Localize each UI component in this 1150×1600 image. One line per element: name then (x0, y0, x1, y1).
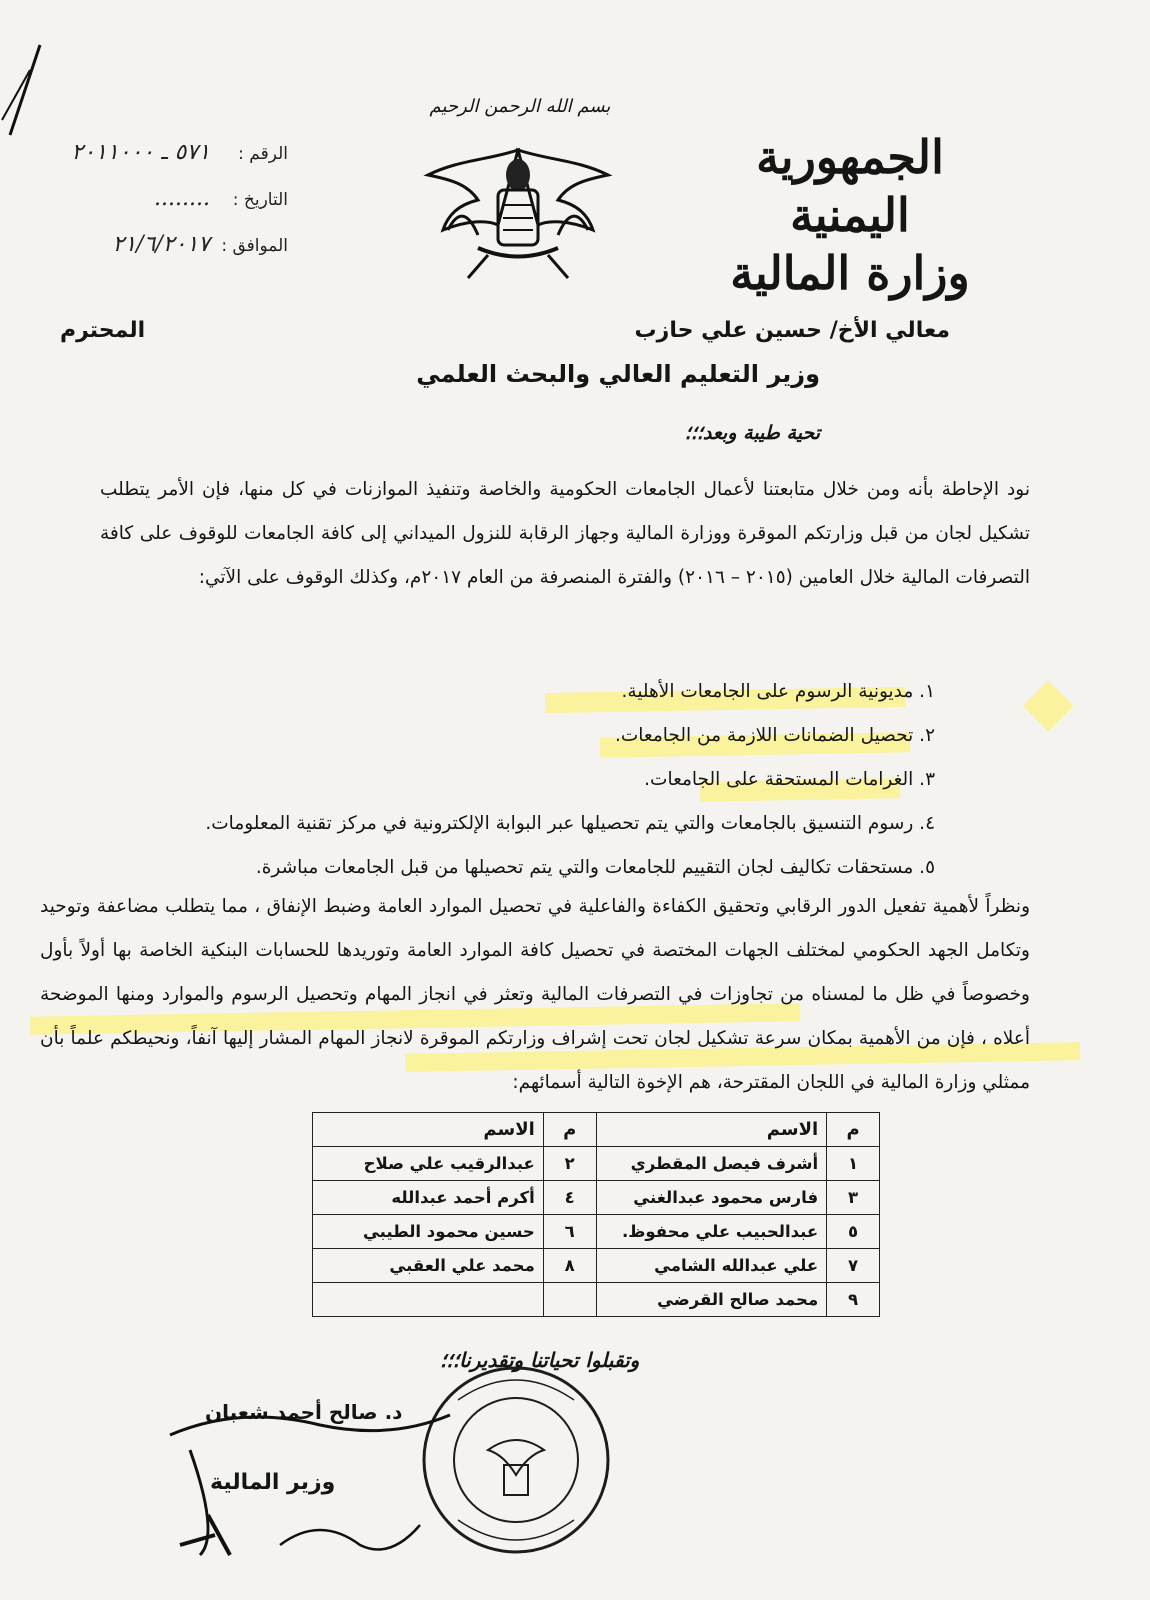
row-number: ٤ (543, 1181, 596, 1215)
row-number: ٩ (827, 1283, 880, 1317)
member-name: حسين محمود الطيبي (313, 1215, 544, 1249)
date-value: ........ (154, 186, 210, 211)
member-name: محمد صالح القرضي (596, 1283, 827, 1317)
member-name: أكرم أحمد عبدالله (313, 1181, 544, 1215)
list-item: ٤. رسوم التنسيق بالجامعات والتي يتم تحصيلها عبر البوابة الإلكترونية في مركز تقنية المعلومات. (205, 813, 935, 834)
ref-number-label: الرقم : (238, 144, 288, 164)
col-num-header: م (543, 1113, 596, 1147)
signer-title: وزير المالية (210, 1470, 336, 1495)
ministry-name: وزارة المالية (730, 246, 970, 300)
list-item: ٥. مستحقات تكاليف لجان التقييم للجامعات والتي يتم تحصيلها من قبل الجامعات مباشرة. (255, 857, 935, 878)
member-name (313, 1283, 544, 1317)
addressee-honorific: المحترم (60, 318, 146, 343)
row-number: ٣ (827, 1181, 880, 1215)
row-number: ١ (827, 1147, 880, 1181)
national-emblem-icon (418, 130, 618, 280)
body-paragraph-1: نود الإحاطة بأنه ومن خلال متابعتنا لأعمال الجامعات الحكومية والخاصة وتنفيذ الموازنات في كل منها، فإن الأمر يتطلب تشكيل لجان من قبل وزارتكم الموقرة ووزارة المالية وجهاز الرقابة للنزول الميداني إلى كافة الجامعات للوقوف على كافة التصرفات المالية خلال العامين (٢٠١٥ – ٢٠١٦) والفترة المنصرفة من العام ٢٠١٧م، وكذلك الوقوف على الآتي: (100, 479, 1030, 588)
corresponding-value: ٢١/٦/٢٠١٧ (112, 232, 210, 257)
committee-members-table (312, 1112, 880, 1317)
handwritten-signature-icon (160, 1395, 460, 1565)
ref-number-row (18, 140, 288, 186)
row-number: ٢ (543, 1147, 596, 1181)
row-number: ٧ (827, 1249, 880, 1283)
closing-line: وتقبلوا تحياتنا وتقديرنا؛؛؛ (440, 1348, 640, 1372)
member-name: علي عبدالله الشامي (596, 1249, 827, 1283)
country-name: الجمهورية اليمنية (756, 130, 944, 242)
col-num-header: م (827, 1113, 880, 1147)
table-row (313, 1147, 880, 1181)
table-row (313, 1283, 880, 1317)
member-name: أشرف فيصل المقطري (596, 1147, 827, 1181)
signer-name: د. صالح أحمد شعبان (205, 1400, 403, 1424)
table-row (313, 1215, 880, 1249)
list-item: ٢. تحصيل الضمانات اللازمة من الجامعات. (615, 725, 935, 746)
reference-block (18, 140, 288, 278)
greeting: تحية طيبة وبعد؛؛؛ (684, 422, 820, 444)
corresponding-label: الموافق : (221, 236, 288, 256)
row-number: ٦ (543, 1215, 596, 1249)
body-paragraph-2: ونظراً لأهمية تفعيل الدور الرقابي وتحقيق الكفاءة والفاعلية في تحصيل الموارد العامة وضبط الإنفاق ، مما يتطلب مضاعفة وتوحيد وتكامل الجهد الحكومي لمختلف الجهات المختصة في تحصيل كافة الموارد العامة وتوريدها للحسابات البنكية الخاصة بها أولاً بأول وخصوصاً في ظل ما لمسناه من تجاوزات في التصرفات المالية وتعثر في انجاز المهام وتحصيل الرسوم والموارد ومنها الموضحة أعلاه ، فإن من الأهمية بمكان سرعة تشكيل لجان تحت إشراف وزارتكم الموقرة لانجاز المهام المشار إليها آنفاً، ونحيطكم علماً بأن ممثلي وزارة المالية في اللجان المقترحة، هم الإخوة التالية أسمائهم: (40, 896, 1030, 1093)
row-number: ٨ (543, 1249, 596, 1283)
corresponding-row (18, 232, 288, 278)
row-number (543, 1283, 596, 1317)
date-label: التاريخ : (232, 190, 288, 210)
letterhead-title (700, 128, 1000, 302)
date-row (18, 186, 288, 232)
list-item: ١. مديونية الرسوم على الجامعات الأهلية. (621, 681, 935, 702)
list-item: ٣. الغرامات المستحقة على الجامعات. (644, 769, 935, 790)
ref-number-value: ٥٧١ ـ ٢٠١١٠٠٠ (71, 140, 210, 165)
highlight-mark (1023, 681, 1074, 732)
col-name-header: الاسم (596, 1113, 827, 1147)
items-list (95, 670, 935, 890)
row-number: ٥ (827, 1215, 880, 1249)
table-header-row (313, 1113, 880, 1147)
member-name: عبدالرقيب علي صلاح (313, 1147, 544, 1181)
addressee-title: وزير التعليم العالي والبحث العلمي (416, 360, 820, 388)
member-name: محمد علي العقبي (313, 1249, 544, 1283)
margin-marks (0, 40, 60, 150)
table-row (313, 1249, 880, 1283)
addressee-name: معالي الأخ/ حسين علي حازب (634, 318, 950, 343)
basmala: بسم الله الرحمن الرحيم (429, 96, 611, 117)
table-row (313, 1181, 880, 1215)
col-name-header: الاسم (313, 1113, 544, 1147)
member-name: فارس محمود عبدالغني (596, 1181, 827, 1215)
member-name: عبدالحبيب علي محفوظ. (596, 1215, 827, 1249)
